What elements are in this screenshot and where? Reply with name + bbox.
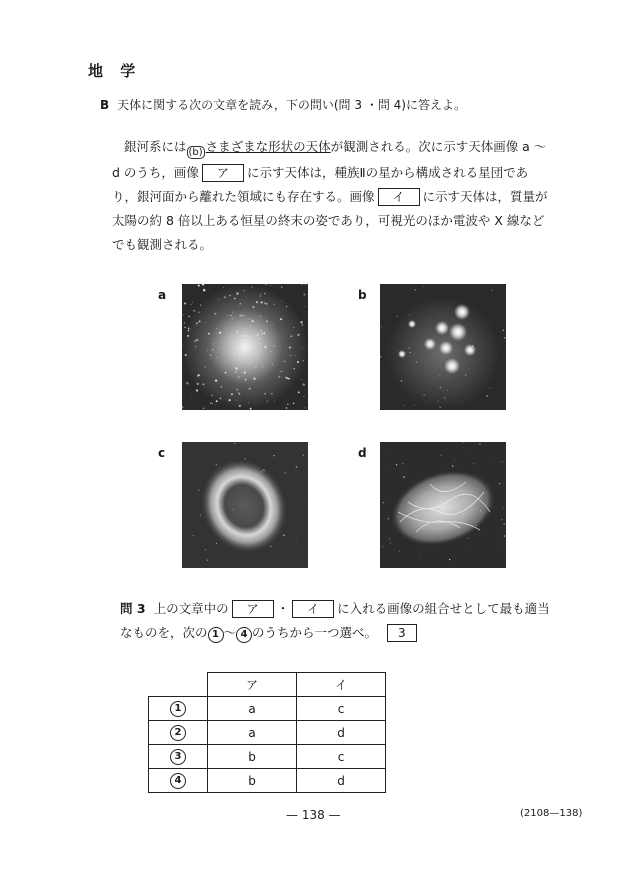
question-blank-a: ア (232, 600, 274, 618)
question-tilde: ～ (223, 625, 237, 640)
question-separator: ・ (276, 601, 290, 616)
choice-circle-icon: 2 (170, 725, 186, 741)
section-intro (100, 96, 466, 113)
question-number: 問 3 (120, 601, 146, 616)
passage-text-3: に示す天体は，種族Ⅱの星から構成される星団であり，銀河面から離れた領域にも存在する。画像 (112, 165, 529, 204)
cell-i: d (297, 769, 386, 793)
cell-i: d (297, 721, 386, 745)
choice-circle-icon: 1 (170, 701, 186, 717)
table-header-i: イ (297, 673, 386, 697)
cell-a: b (208, 745, 297, 769)
image-label-d: d (358, 446, 367, 460)
table-row (149, 721, 386, 745)
image-label-a: a (158, 288, 167, 302)
table-header-a: ア (208, 673, 297, 697)
question-3 (120, 597, 560, 645)
page-number: — 138 — (286, 808, 341, 822)
passage (112, 135, 552, 257)
question-text-3: のうちから一つ選べ。 (252, 625, 378, 640)
open-cluster-photo (380, 284, 506, 410)
choice-number (149, 745, 208, 769)
table-corner (149, 673, 208, 697)
section-text: 天体に関する次の文章を読み，下の問い(問 3 ・問 4)に答えよ。 (117, 98, 466, 112)
underline-marker-b: (b) (188, 147, 203, 158)
choice-circle-icon: 4 (170, 773, 186, 789)
answer-table (148, 672, 386, 793)
cell-a: b (208, 769, 297, 793)
passage-text-1: 銀河系には (124, 139, 187, 154)
cell-i: c (297, 697, 386, 721)
blank-i: イ (378, 188, 420, 206)
choice-number (149, 721, 208, 745)
question-text-1: 上の文章中の (153, 601, 229, 616)
cell-a: a (208, 721, 297, 745)
question-text-2: に入れる画像の組合せとして最も適当なものを，次の (120, 601, 550, 640)
answer-box: 3 (387, 624, 417, 642)
ring-nebula-photo (182, 442, 308, 568)
subject-heading: 地 学 (88, 62, 142, 80)
choice-circle-4-icon: 4 (236, 627, 252, 643)
cell-a: a (208, 697, 297, 721)
choice-circle-icon: 3 (170, 749, 186, 765)
section-letter: B (100, 98, 110, 112)
blank-a: ア (202, 164, 244, 182)
choice-circle-1-icon: 1 (208, 627, 224, 643)
supernova-remnant-photo (380, 442, 506, 568)
globular-cluster-photo (182, 284, 308, 410)
choice-number (149, 769, 208, 793)
choice-number (149, 697, 208, 721)
passage-text-2: が観測される。次に示す天体画像 a ～ d のうち，画像 (112, 139, 547, 180)
image-label-c: c (158, 446, 166, 460)
passage-text-4: に示す天体は，質量が太陽の約 8 倍以上ある恒星の終末の姿であり，可視光のほか電波や X 線などでも観測される。 (112, 189, 548, 252)
table-row (149, 769, 386, 793)
underlined-phrase: さまざまな形状の天体 (205, 139, 331, 154)
cell-i: c (297, 745, 386, 769)
document-code: (2108—138) (520, 808, 583, 819)
question-blank-i: イ (292, 600, 334, 618)
image-label-b: b (358, 288, 367, 302)
table-row (149, 697, 386, 721)
table-row (149, 745, 386, 769)
table-header-row (149, 673, 386, 697)
